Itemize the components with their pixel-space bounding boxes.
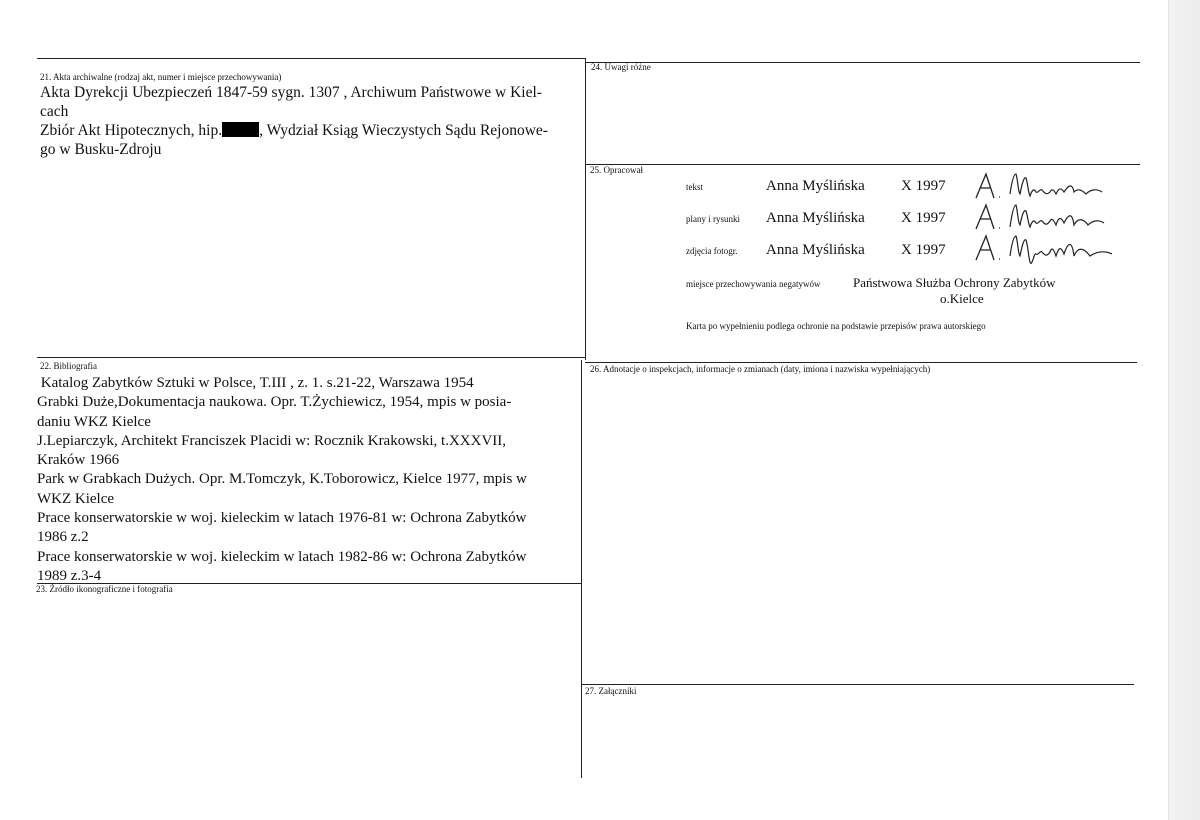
top-rule-left: [37, 58, 585, 59]
author-row-text: [686, 178, 981, 195]
archive-line-4: go w Busku-Zdroju: [40, 141, 162, 158]
archive-line-3: [40, 121, 548, 140]
section-24-label: 24. Uwagi różne: [591, 62, 651, 72]
author-row-date: X 1997: [901, 210, 946, 226]
bibliography-line: Prace konserwatorskie w woj. kieleckim w latach 1976-81 w: Ochrona Zabytków: [37, 510, 527, 527]
bibliography-line: Kraków 1966: [37, 452, 120, 469]
section-21-label: 21. Akta archiwalne (rodzaj akt, numer i miejsce przechowywania): [40, 72, 282, 82]
top-rule-right: [585, 62, 1140, 63]
bibliography-line: WKZ Kielce: [37, 490, 115, 507]
archive-line-1: Akta Dyrekcji Ubezpieczeń 1847-59 sygn. 1307 , Archiwum Państwowe w Kiel-: [40, 84, 542, 101]
signature-text: [972, 170, 1112, 204]
bibliography-line: 1989 z.3-4: [37, 567, 102, 584]
negatives-value: Państwowa Służba Ochrony Zabytków: [853, 275, 1056, 290]
bibliography-line: Prace konserwatorskie w woj. kieleckim w latach 1982-86 w: Ochrona Zabytków: [37, 548, 527, 565]
scan-edge: [1168, 0, 1200, 820]
rule-26-27: [581, 684, 1134, 685]
section-26-label: 26. Adnotacje o inspekcjach, informacje o zmianach (daty, imiona i nazwiska wypełniających): [590, 364, 931, 374]
negatives-city: o.Kielce: [940, 291, 984, 306]
bibliography-list: [37, 374, 527, 586]
archive-line-3-prefix: Zbiór Akt Hipotecznych, hip.: [40, 122, 223, 139]
author-row-plans: [686, 210, 981, 227]
author-row-label: tekst: [686, 182, 703, 192]
author-row-date: X 1997: [901, 242, 946, 258]
bibliography-line: 1986 z.2: [37, 529, 89, 546]
section-22-label: 22. Bibliografia: [40, 361, 97, 371]
section-27-label: 27. Załączniki: [585, 686, 637, 696]
section-25-label: 25. Opracował: [590, 165, 643, 175]
negatives-label: miejsce przechowywania negatywów: [686, 279, 821, 289]
author-row-name: Anna Myślińska: [766, 242, 865, 258]
signature-plans: [972, 201, 1112, 235]
archive-line-3-suffix: , Wydział Ksiąg Wieczystych Sądu Rejonowe-: [259, 122, 548, 139]
redaction-block: [222, 122, 259, 137]
section-21-body: [40, 83, 548, 159]
rule-25-26: [585, 362, 1137, 363]
author-row-date: X 1997: [901, 178, 946, 194]
author-row-photos: [686, 242, 981, 259]
bibliography-line: daniu WKZ Kielce: [37, 413, 151, 430]
center-divider: [585, 58, 586, 360]
center-divider-lower: [581, 360, 582, 778]
author-row-label: plany i rysunki: [686, 214, 740, 224]
copyright-note: Karta po wypełnieniu podlega ochronie na podstawie przepisów prawa autorskiego: [686, 321, 986, 331]
bibliography-line: J.Lepiarczyk, Architekt Franciszek Placidi w: Rocznik Krakowski, t.XXXVII,: [37, 432, 507, 449]
author-row-name: Anna Myślińska: [766, 210, 865, 226]
section-23-label: 23. Źródło ikonograficzne i fotografia: [36, 584, 173, 594]
author-row-name: Anna Myślińska: [766, 178, 865, 194]
bibliography-line: Park w Grabkach Dużych. Opr. M.Tomczyk, K.Toborowicz, Kielce 1977, mpis w: [37, 471, 527, 488]
signature-photos: [972, 232, 1122, 270]
bibliography-line: Katalog Zabytków Sztuki w Polsce, T.III , z. 1. s.21-22, Warszawa 1954: [37, 375, 474, 391]
author-row-label: zdjęcia fotogr.: [686, 246, 738, 256]
rule-24-25: [585, 164, 1140, 165]
rule-21-22: [37, 357, 585, 358]
bibliography-line: Grabki Duże,Dokumentacja naukowa. Opr. T.Żychiewicz, 1954, mpis w posia-: [37, 394, 512, 411]
archive-line-2: cach: [40, 103, 69, 120]
